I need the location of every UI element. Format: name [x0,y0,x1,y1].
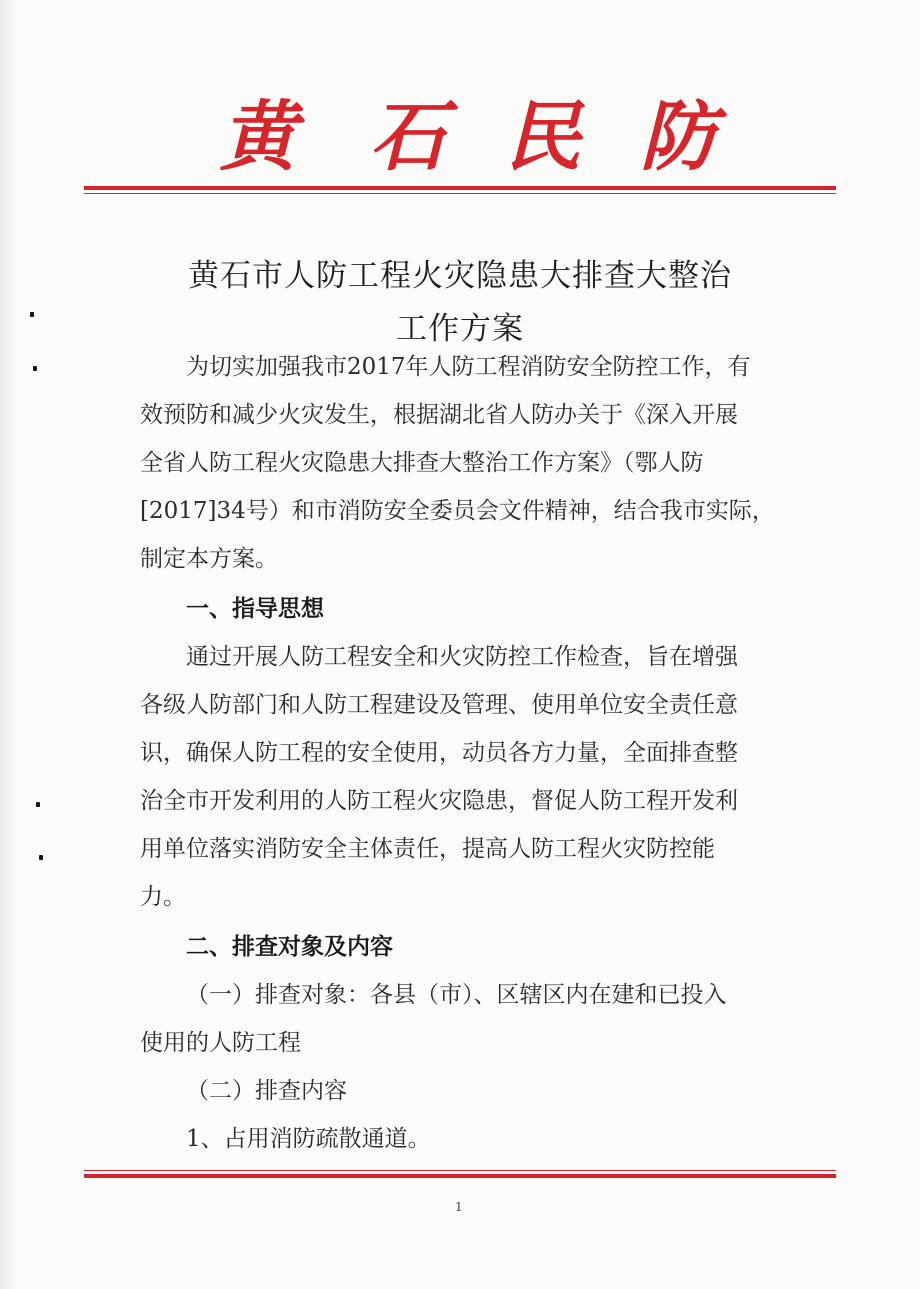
masthead-char: 民 [505,92,581,181]
paragraph-line: 全省人防工程火灾隐患大排查大整治工作方案》（鄂人防 [140,450,704,476]
paragraph-line: 1、占用消防疏散通道。 [186,1126,431,1152]
scan-speck [30,312,34,317]
page-number: 1 [455,1200,463,1214]
paragraph-line: （一）排查对象：各县（市）、区辖区内在建和已投入 [186,982,727,1008]
masthead-char: 石 [370,92,446,181]
masthead-logo [80,92,840,182]
paragraph-line: 用单位落实消防安全主体责任，提高人防工程火灾防控能 [140,836,715,862]
paragraph-line: 识，确保人防工程的安全使用，动员各方力量，全面排查整 [140,740,738,766]
paragraph-line: 治全市开发利用的人防工程火灾隐患，督促人防工程开发利 [140,788,738,814]
scan-edge [0,0,16,1289]
paragraph-line: 为切实加强我市2017年人防工程消防安全防控工作，有 [186,354,751,380]
footer-red-rule [84,1170,836,1178]
document-title-line-1: 黄石市人防工程火灾隐患大排查大整治 [188,258,732,294]
section-heading-2: 二、排查对象及内容 [186,933,393,960]
paragraph-line: 各级人防部门和人防工程建设及管理、使用单位安全责任意 [140,692,738,718]
section-heading-1: 一、指导思想 [186,595,324,622]
paragraph-line: 通过开展人防工程安全和火灾防控工作检查，旨在增强 [186,644,738,670]
paragraph-line: （二）排查内容 [186,1078,347,1104]
document-title-line-2: 工作方案 [396,311,524,347]
paragraph-line: 效预防和减少火灾发生，根据湖北省人防办关于《深入开展 [140,402,738,428]
paragraph-line: 制定本方案。 [140,546,278,572]
header-red-rule [84,186,836,194]
paragraph-line: 使用的人防工程 [140,1030,301,1056]
scan-speck [36,802,40,807]
masthead-char: 黄 [220,92,296,181]
scan-speck [33,366,37,371]
paragraph-line: 力。 [140,884,186,910]
masthead-char: 防 [640,92,716,181]
scan-speck [39,855,43,860]
paragraph-line: [2017]34号）和市消防安全委员会文件精神，结合我市实际， [140,498,775,524]
